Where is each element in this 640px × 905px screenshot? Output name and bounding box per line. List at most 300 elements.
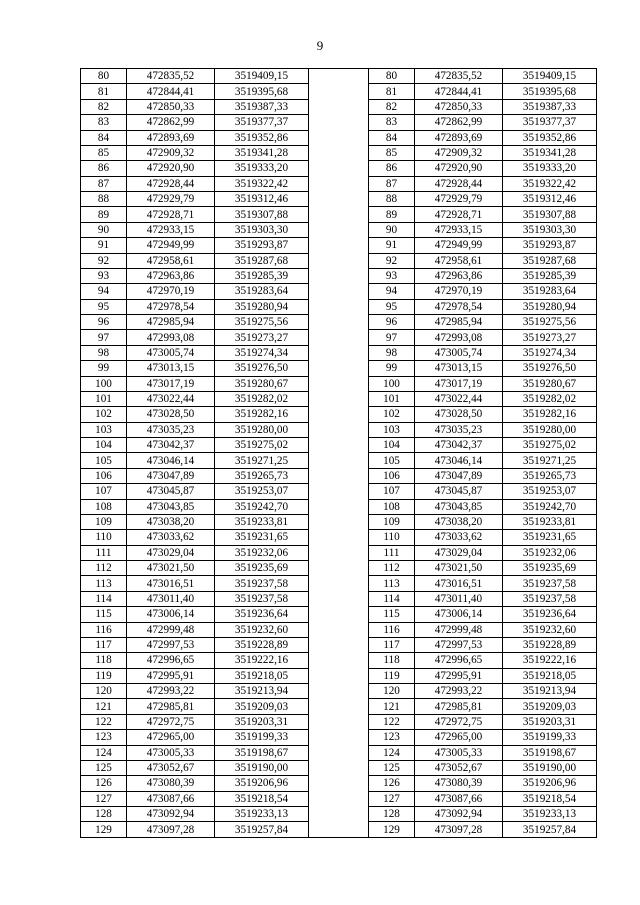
x-coordinate-cell-left: 472970,19 [127,284,215,299]
y-coordinate-cell-left: 3519282,02 [215,391,309,406]
y-coordinate-cell-right: 3519237,58 [503,576,597,591]
table-row [81,438,597,453]
x-coordinate-cell-right: 472978,54 [415,299,503,314]
point-number-cell-right: 95 [369,299,415,314]
point-number-cell-left: 102 [81,407,127,422]
y-coordinate-cell-left: 3519199,33 [215,730,309,745]
y-coordinate-cell-right: 3519280,00 [503,422,597,437]
y-coordinate-cell-left: 3519235,69 [215,561,309,576]
point-number-cell-right: 125 [369,760,415,775]
point-number-cell-right: 119 [369,668,415,683]
x-coordinate-cell-right: 473047,89 [415,468,503,483]
x-coordinate-cell-left: 472985,81 [127,699,215,714]
point-number-cell-right: 85 [369,145,415,160]
column-separator [309,561,369,576]
point-number-cell-left: 121 [81,699,127,714]
table-row [81,745,597,760]
x-coordinate-cell-left: 472993,22 [127,684,215,699]
y-coordinate-cell-left: 3519275,02 [215,438,309,453]
column-separator [309,484,369,499]
x-coordinate-cell-left: 472978,54 [127,299,215,314]
x-coordinate-cell-right: 473038,20 [415,514,503,529]
x-coordinate-cell-left: 473046,14 [127,453,215,468]
column-separator [309,253,369,268]
y-coordinate-cell-right: 3519341,28 [503,145,597,160]
point-number-cell-left: 119 [81,668,127,683]
x-coordinate-cell-right: 473028,50 [415,407,503,422]
y-coordinate-cell-right: 3519333,20 [503,161,597,176]
y-coordinate-cell-right: 3519235,69 [503,561,597,576]
point-number-cell-left: 101 [81,391,127,406]
point-number-cell-right: 108 [369,499,415,514]
column-separator [309,130,369,145]
point-number-cell-right: 123 [369,730,415,745]
y-coordinate-cell-left: 3519253,07 [215,484,309,499]
y-coordinate-cell-right: 3519312,46 [503,192,597,207]
y-coordinate-cell-left: 3519285,39 [215,268,309,283]
x-coordinate-cell-right: 472995,91 [415,668,503,683]
x-coordinate-cell-left: 473006,14 [127,607,215,622]
column-separator [309,315,369,330]
table-row [81,299,597,314]
y-coordinate-cell-left: 3519209,03 [215,699,309,714]
x-coordinate-cell-right: 473045,87 [415,484,503,499]
column-separator [309,730,369,745]
column-separator [309,668,369,683]
point-number-cell-left: 91 [81,238,127,253]
column-separator [309,576,369,591]
point-number-cell-left: 123 [81,730,127,745]
y-coordinate-cell-right: 3519209,03 [503,699,597,714]
column-separator [309,591,369,606]
column-separator [309,699,369,714]
x-coordinate-cell-left: 472963,86 [127,268,215,283]
x-coordinate-cell-left: 473052,67 [127,760,215,775]
point-number-cell-right: 101 [369,391,415,406]
column-separator [309,115,369,130]
column-separator [309,760,369,775]
y-coordinate-cell-right: 3519242,70 [503,499,597,514]
x-coordinate-cell-left: 473021,50 [127,561,215,576]
point-number-cell-left: 113 [81,576,127,591]
x-coordinate-cell-right: 473092,94 [415,807,503,822]
point-number-cell-right: 120 [369,684,415,699]
point-number-cell-right: 100 [369,376,415,391]
point-number-cell-left: 115 [81,607,127,622]
y-coordinate-cell-left: 3519283,64 [215,284,309,299]
column-separator [309,607,369,622]
y-coordinate-cell-left: 3519322,42 [215,176,309,191]
column-separator [309,438,369,453]
point-number-cell-right: 103 [369,422,415,437]
x-coordinate-cell-right: 472844,41 [415,84,503,99]
point-number-cell-left: 99 [81,361,127,376]
x-coordinate-cell-left: 472997,53 [127,637,215,652]
table-row [81,514,597,529]
y-coordinate-cell-left: 3519218,54 [215,791,309,806]
table-row [81,207,597,222]
y-coordinate-cell-right: 3519282,16 [503,407,597,422]
x-coordinate-cell-right: 473035,23 [415,422,503,437]
point-number-cell-left: 112 [81,561,127,576]
x-coordinate-cell-left: 473033,62 [127,530,215,545]
table-row [81,484,597,499]
y-coordinate-cell-left: 3519274,34 [215,345,309,360]
point-number-cell-right: 84 [369,130,415,145]
y-coordinate-cell-left: 3519257,84 [215,822,309,837]
y-coordinate-cell-right: 3519233,81 [503,514,597,529]
x-coordinate-cell-left: 473016,51 [127,576,215,591]
point-number-cell-right: 110 [369,530,415,545]
point-number-cell-right: 83 [369,115,415,130]
page-number: 9 [316,38,324,53]
y-coordinate-cell-right: 3519285,39 [503,268,597,283]
x-coordinate-cell-left: 473043,85 [127,499,215,514]
y-coordinate-cell-left: 3519265,73 [215,468,309,483]
point-number-cell-left: 96 [81,315,127,330]
y-coordinate-cell-left: 3519218,05 [215,668,309,683]
point-number-cell-right: 80 [369,69,415,84]
column-separator [309,391,369,406]
point-number-cell-right: 109 [369,514,415,529]
x-coordinate-cell-left: 473005,74 [127,345,215,360]
table-row [81,714,597,729]
column-separator [309,69,369,84]
y-coordinate-cell-right: 3519275,02 [503,438,597,453]
point-number-cell-right: 116 [369,622,415,637]
y-coordinate-cell-left: 3519237,58 [215,591,309,606]
column-separator [309,545,369,560]
x-coordinate-cell-left: 472893,69 [127,130,215,145]
y-coordinate-cell-left: 3519236,64 [215,607,309,622]
table-row [81,253,597,268]
x-coordinate-cell-right: 472972,75 [415,714,503,729]
x-coordinate-cell-right: 473080,39 [415,776,503,791]
column-separator [309,407,369,422]
column-separator [309,745,369,760]
x-coordinate-cell-left: 472972,75 [127,714,215,729]
point-number-cell-right: 107 [369,484,415,499]
table-row [81,115,597,130]
y-coordinate-cell-left: 3519237,58 [215,576,309,591]
point-number-cell-left: 84 [81,130,127,145]
y-coordinate-cell-left: 3519341,28 [215,145,309,160]
y-coordinate-cell-left: 3519271,25 [215,453,309,468]
table-row [81,530,597,545]
table-row [81,145,597,160]
column-separator [309,499,369,514]
x-coordinate-cell-left: 472999,48 [127,622,215,637]
y-coordinate-cell-left: 3519232,06 [215,545,309,560]
y-coordinate-cell-right: 3519233,13 [503,807,597,822]
y-coordinate-cell-right: 3519232,06 [503,545,597,560]
x-coordinate-cell-right: 472997,53 [415,637,503,652]
table-row [81,453,597,468]
table-row [81,791,597,806]
y-coordinate-cell-right: 3519232,60 [503,622,597,637]
x-coordinate-cell-left: 473092,94 [127,807,215,822]
x-coordinate-cell-left: 473087,66 [127,791,215,806]
point-number-cell-right: 127 [369,791,415,806]
x-coordinate-cell-left: 472995,91 [127,668,215,683]
y-coordinate-cell-left: 3519409,15 [215,69,309,84]
x-coordinate-cell-right: 473042,37 [415,438,503,453]
point-number-cell-right: 105 [369,453,415,468]
column-separator [309,530,369,545]
y-coordinate-cell-left: 3519213,94 [215,684,309,699]
y-coordinate-cell-right: 3519387,33 [503,99,597,114]
y-coordinate-cell-left: 3519387,33 [215,99,309,114]
x-coordinate-cell-left: 473028,50 [127,407,215,422]
x-coordinate-cell-left: 473035,23 [127,422,215,437]
x-coordinate-cell-right: 473043,85 [415,499,503,514]
column-separator [309,468,369,483]
x-coordinate-cell-right: 472850,33 [415,99,503,114]
column-separator [309,84,369,99]
x-coordinate-cell-left: 473005,33 [127,745,215,760]
x-coordinate-cell-left: 472985,94 [127,315,215,330]
y-coordinate-cell-right: 3519293,87 [503,238,597,253]
table-row [81,161,597,176]
y-coordinate-cell-right: 3519213,94 [503,684,597,699]
y-coordinate-cell-right: 3519231,65 [503,530,597,545]
x-coordinate-cell-right: 473006,14 [415,607,503,622]
column-separator [309,268,369,283]
point-number-cell-right: 82 [369,99,415,114]
y-coordinate-cell-right: 3519280,67 [503,376,597,391]
table-row [81,84,597,99]
point-number-cell-right: 90 [369,222,415,237]
point-number-cell-left: 105 [81,453,127,468]
point-number-cell-right: 106 [369,468,415,483]
y-coordinate-cell-left: 3519275,56 [215,315,309,330]
column-separator [309,776,369,791]
point-number-cell-left: 110 [81,530,127,545]
column-separator [309,622,369,637]
y-coordinate-cell-left: 3519233,13 [215,807,309,822]
column-separator [309,807,369,822]
x-coordinate-cell-right: 472999,48 [415,622,503,637]
column-separator [309,99,369,114]
y-coordinate-cell-left: 3519232,60 [215,622,309,637]
x-coordinate-cell-right: 473052,67 [415,760,503,775]
column-separator [309,222,369,237]
x-coordinate-cell-right: 472996,65 [415,653,503,668]
column-separator [309,684,369,699]
point-number-cell-left: 128 [81,807,127,822]
table-row [81,330,597,345]
table-row [81,499,597,514]
column-separator [309,514,369,529]
x-coordinate-cell-right: 473013,15 [415,361,503,376]
y-coordinate-cell-left: 3519333,20 [215,161,309,176]
point-number-cell-left: 92 [81,253,127,268]
x-coordinate-cell-right: 473046,14 [415,453,503,468]
table-row [81,684,597,699]
x-coordinate-cell-left: 472920,90 [127,161,215,176]
table-row [81,699,597,714]
y-coordinate-cell-left: 3519293,87 [215,238,309,253]
table-row [81,315,597,330]
point-number-cell-left: 93 [81,268,127,283]
table-row [81,69,597,84]
x-coordinate-cell-left: 472996,65 [127,653,215,668]
table-row [81,622,597,637]
x-coordinate-cell-right: 472965,00 [415,730,503,745]
point-number-cell-left: 129 [81,822,127,837]
point-number-cell-right: 111 [369,545,415,560]
table-row [81,268,597,283]
point-number-cell-right: 126 [369,776,415,791]
table-row [81,561,597,576]
table-row [81,407,597,422]
y-coordinate-cell-left: 3519206,96 [215,776,309,791]
x-coordinate-cell-left: 473080,39 [127,776,215,791]
y-coordinate-cell-left: 3519303,30 [215,222,309,237]
x-coordinate-cell-left: 473038,20 [127,514,215,529]
point-number-cell-left: 94 [81,284,127,299]
point-number-cell-left: 125 [81,760,127,775]
y-coordinate-cell-right: 3519265,73 [503,468,597,483]
y-coordinate-cell-right: 3519218,54 [503,791,597,806]
table-row [81,238,597,253]
x-coordinate-cell-right: 473021,50 [415,561,503,576]
point-number-cell-left: 108 [81,499,127,514]
table-row [81,361,597,376]
column-separator [309,330,369,345]
column-separator [309,637,369,652]
y-coordinate-cell-right: 3519218,05 [503,668,597,683]
y-coordinate-cell-right: 3519409,15 [503,69,597,84]
point-number-cell-left: 87 [81,176,127,191]
y-coordinate-cell-left: 3519280,94 [215,299,309,314]
point-number-cell-left: 122 [81,714,127,729]
point-number-cell-left: 111 [81,545,127,560]
x-coordinate-cell-left: 473045,87 [127,484,215,499]
x-coordinate-cell-left: 472928,44 [127,176,215,191]
table-row [81,591,597,606]
point-number-cell-left: 100 [81,376,127,391]
column-separator [309,207,369,222]
column-separator [309,376,369,391]
point-number-cell-left: 86 [81,161,127,176]
point-number-cell-right: 121 [369,699,415,714]
point-number-cell-right: 88 [369,192,415,207]
column-separator [309,453,369,468]
y-coordinate-cell-left: 3519377,37 [215,115,309,130]
x-coordinate-cell-right: 472909,32 [415,145,503,160]
coordinates-table-body [81,69,597,838]
point-number-cell-left: 114 [81,591,127,606]
table-row [81,391,597,406]
point-number-cell-left: 95 [81,299,127,314]
column-separator [309,714,369,729]
y-coordinate-cell-right: 3519282,02 [503,391,597,406]
point-number-cell-left: 117 [81,637,127,652]
y-coordinate-cell-right: 3519228,89 [503,637,597,652]
point-number-cell-left: 107 [81,484,127,499]
y-coordinate-cell-left: 3519395,68 [215,84,309,99]
y-coordinate-cell-left: 3519307,88 [215,207,309,222]
column-separator [309,299,369,314]
point-number-cell-right: 94 [369,284,415,299]
point-number-cell-left: 90 [81,222,127,237]
x-coordinate-cell-left: 472928,71 [127,207,215,222]
x-coordinate-cell-right: 472933,15 [415,222,503,237]
table-row [81,637,597,652]
x-coordinate-cell-left: 473042,37 [127,438,215,453]
x-coordinate-cell-right: 472985,94 [415,315,503,330]
y-coordinate-cell-right: 3519352,86 [503,130,597,145]
x-coordinate-cell-left: 472844,41 [127,84,215,99]
point-number-cell-right: 92 [369,253,415,268]
column-separator [309,238,369,253]
point-number-cell-left: 120 [81,684,127,699]
x-coordinate-cell-left: 472958,61 [127,253,215,268]
y-coordinate-cell-left: 3519273,27 [215,330,309,345]
table-row [81,776,597,791]
x-coordinate-cell-left: 472965,00 [127,730,215,745]
point-number-cell-right: 91 [369,238,415,253]
table-row [81,607,597,622]
point-number-cell-right: 96 [369,315,415,330]
x-coordinate-cell-right: 473087,66 [415,791,503,806]
x-coordinate-cell-left: 473022,44 [127,391,215,406]
point-number-cell-left: 80 [81,69,127,84]
point-number-cell-right: 86 [369,161,415,176]
point-number-cell-right: 124 [369,745,415,760]
point-number-cell-left: 103 [81,422,127,437]
x-coordinate-cell-right: 472993,08 [415,330,503,345]
column-separator [309,653,369,668]
y-coordinate-cell-right: 3519377,37 [503,115,597,130]
point-number-cell-left: 81 [81,84,127,99]
table-row [81,653,597,668]
point-number-cell-left: 109 [81,514,127,529]
y-coordinate-cell-right: 3519307,88 [503,207,597,222]
x-coordinate-cell-left: 472835,52 [127,69,215,84]
point-number-cell-right: 87 [369,176,415,191]
x-coordinate-cell-right: 472963,86 [415,268,503,283]
point-number-cell-left: 127 [81,791,127,806]
x-coordinate-cell-right: 472993,22 [415,684,503,699]
y-coordinate-cell-left: 3519280,00 [215,422,309,437]
y-coordinate-cell-right: 3519236,64 [503,607,597,622]
table-row [81,760,597,775]
x-coordinate-cell-right: 472835,52 [415,69,503,84]
point-number-cell-left: 106 [81,468,127,483]
y-coordinate-cell-left: 3519198,67 [215,745,309,760]
x-coordinate-cell-right: 472862,99 [415,115,503,130]
point-number-cell-left: 116 [81,622,127,637]
table-row [81,730,597,745]
table-row [81,99,597,114]
y-coordinate-cell-left: 3519233,81 [215,514,309,529]
y-coordinate-cell-right: 3519203,31 [503,714,597,729]
column-separator [309,176,369,191]
y-coordinate-cell-left: 3519276,50 [215,361,309,376]
table-row [81,576,597,591]
x-coordinate-cell-right: 472958,61 [415,253,503,268]
y-coordinate-cell-right: 3519322,42 [503,176,597,191]
column-separator [309,345,369,360]
x-coordinate-cell-right: 472893,69 [415,130,503,145]
point-number-cell-left: 97 [81,330,127,345]
table-row [81,284,597,299]
point-number-cell-left: 82 [81,99,127,114]
table-row [81,668,597,683]
x-coordinate-cell-right: 472970,19 [415,284,503,299]
